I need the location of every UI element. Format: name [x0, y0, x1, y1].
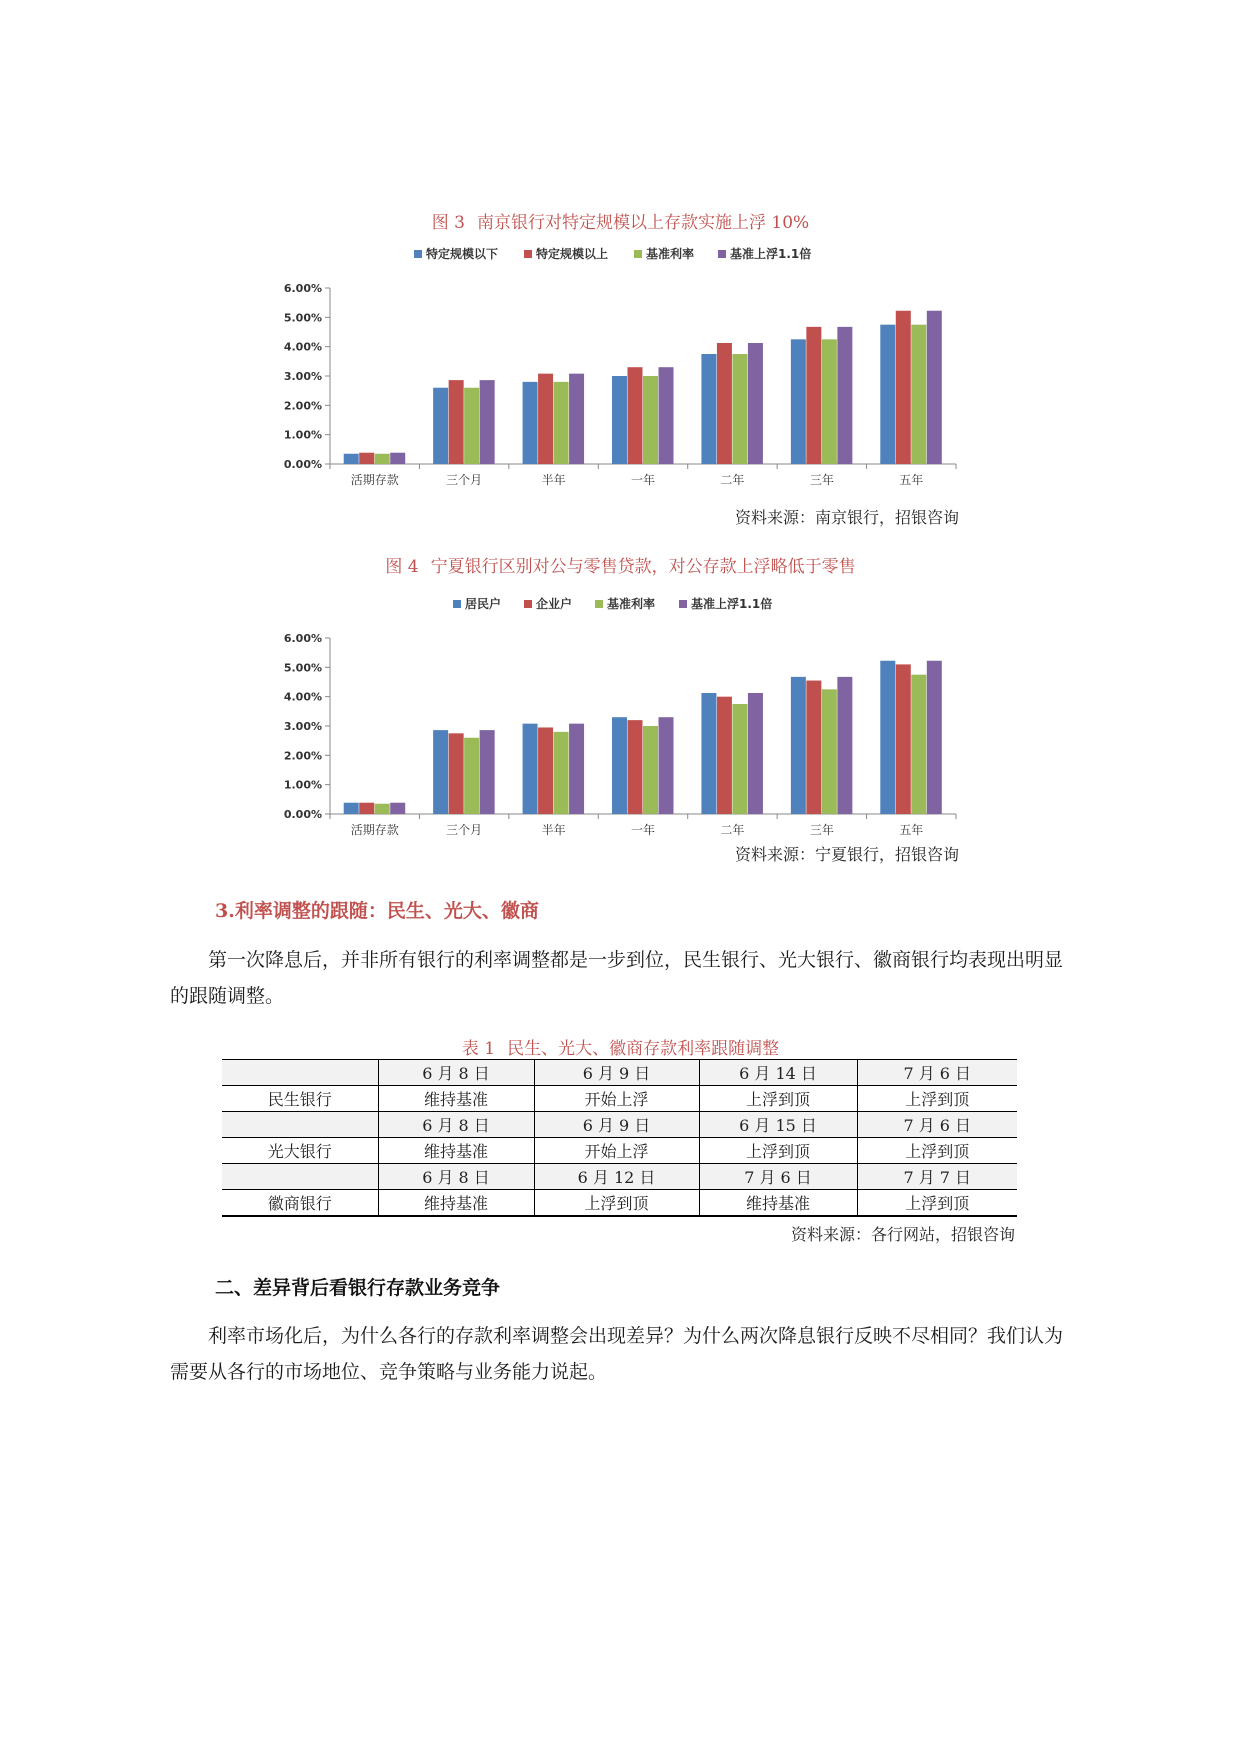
bar-3-1: [480, 730, 495, 814]
bar-0-5: [791, 677, 806, 814]
bar-1-1: [449, 380, 464, 464]
x-tick-label-3: 一年: [630, 823, 656, 837]
x-tick-label-1: 三个月: [446, 823, 483, 837]
table-cell: 开始上浮: [534, 1086, 699, 1112]
table-cell: 6 月 12 日: [534, 1164, 699, 1190]
table-cell: [222, 1060, 378, 1086]
bar-0-1: [433, 730, 448, 814]
bar-1-0: [359, 803, 374, 814]
legend-label-0: 特定规模以下: [426, 247, 499, 261]
bar-3-4: [748, 693, 763, 814]
figure3-source: 资料来源：南京银行，招银咨询: [734, 508, 959, 527]
bar-0-1: [433, 388, 448, 464]
bar-3-0: [390, 803, 405, 814]
bar-1-4: [717, 697, 732, 814]
bar-0-3: [612, 717, 627, 814]
table-cell: [222, 1112, 378, 1138]
x-tick-label-3: 一年: [630, 473, 656, 487]
figure3-chart-svg: [268, 238, 980, 487]
bar-2-0: [375, 804, 390, 814]
bar-3-6: [927, 661, 942, 814]
table-cell: 开始上浮: [534, 1138, 699, 1164]
figure4-title: [0, 552, 1241, 577]
y-tick-label-1: 1.00%: [283, 778, 322, 792]
figure4-chart-svg: [268, 588, 980, 837]
x-tick-label-4: 二年: [720, 823, 745, 837]
bar-1-6: [896, 664, 911, 814]
chart-bars: [344, 661, 942, 814]
y-tick-label-4: 4.00%: [283, 690, 322, 704]
legend-swatch-0: [414, 250, 422, 258]
x-tick-label-5: 三年: [809, 823, 834, 837]
table-cell: 维持基准: [378, 1138, 534, 1164]
x-axis: [330, 464, 956, 487]
x-tick-label-6: 五年: [899, 823, 924, 837]
x-tick-label-2: 半年: [541, 473, 566, 487]
y-tick-label-6: 6.00%: [283, 632, 322, 645]
table-cell: 上浮到顶: [699, 1138, 857, 1164]
bar-1-1: [449, 733, 464, 814]
legend-label-3: 基准上浮1.1倍: [730, 247, 812, 261]
table-cell: 光大银行: [222, 1138, 378, 1164]
bar-0-6: [880, 325, 895, 464]
bar-1-3: [628, 367, 643, 464]
x-tick-label-4: 二年: [720, 473, 745, 487]
bar-2-1: [464, 738, 479, 814]
table-row: [222, 1190, 1017, 1217]
figure4-chart: [268, 588, 980, 837]
table-row: [222, 1086, 1017, 1112]
y-tick-label-2: 2.00%: [283, 749, 322, 763]
table1-title-text: 民生、光大、徽商存款利率跟随调整: [507, 1039, 780, 1059]
y-tick-label-5: 5.00%: [283, 311, 322, 325]
table-row: [222, 1138, 1017, 1164]
bar-1-5: [806, 327, 821, 464]
bar-0-4: [701, 354, 716, 464]
legend-label-2: 基准利率: [646, 247, 695, 261]
chart-legend: [453, 596, 772, 611]
bar-2-5: [822, 339, 837, 464]
table-cell: 7 月 6 日: [857, 1060, 1017, 1086]
table-cell: 6 月 14 日: [699, 1060, 857, 1086]
bar-1-2: [538, 727, 553, 814]
bar-0-2: [523, 724, 538, 814]
bar-0-6: [880, 661, 895, 814]
chart-legend: [414, 246, 811, 261]
y-tick-label-1: 1.00%: [283, 428, 322, 442]
table-row: [222, 1112, 1017, 1138]
bar-3-3: [659, 717, 674, 814]
bar-2-1: [464, 388, 479, 464]
legend-label-3: 基准上浮1.1倍: [691, 597, 773, 611]
table-cell: 7 月 6 日: [699, 1164, 857, 1190]
bar-3-3: [659, 367, 674, 464]
figure3-title-text: 南京银行对特定规模以上存款实施上浮 10%: [477, 213, 810, 233]
bar-2-3: [643, 376, 658, 464]
bar-2-5: [822, 689, 837, 814]
x-tick-label-6: 五年: [899, 473, 924, 487]
table-cell: 维持基准: [699, 1190, 857, 1217]
table-cell: 上浮到顶: [857, 1190, 1017, 1217]
table-cell: 6 月 9 日: [534, 1060, 699, 1086]
bar-3-2: [569, 374, 584, 464]
bar-0-5: [791, 339, 806, 464]
figure4-source: 资料来源：宁夏银行，招银咨询: [734, 845, 959, 864]
bar-0-2: [523, 382, 538, 464]
y-axis: [284, 282, 330, 471]
section2-heading: 二、差异背后看银行存款业务竞争: [215, 1277, 501, 1299]
legend-label-1: 特定规模以上: [536, 247, 609, 261]
bar-2-2: [554, 382, 569, 464]
legend-swatch-1: [524, 250, 532, 258]
bar-2-4: [732, 704, 747, 814]
table1-number: 表 1: [461, 1039, 496, 1059]
table-cell: 6 月 8 日: [378, 1112, 534, 1138]
bar-2-6: [911, 675, 926, 814]
bar-1-5: [806, 681, 821, 814]
y-tick-label-0: 0.00%: [283, 808, 322, 821]
legend-swatch-2: [634, 250, 642, 258]
bar-2-6: [911, 325, 926, 464]
bar-3-6: [927, 311, 942, 464]
chart-bars: [344, 311, 942, 464]
table-row: [222, 1164, 1017, 1190]
y-tick-label-0: 0.00%: [283, 458, 322, 471]
bar-3-5: [837, 327, 852, 464]
table-cell: 民生银行: [222, 1086, 378, 1112]
legend-swatch-0: [453, 600, 461, 608]
table-cell: 6 月 8 日: [378, 1164, 534, 1190]
bar-2-0: [375, 454, 390, 464]
x-tick-label-0: 活期存款: [350, 823, 399, 837]
legend-swatch-3: [679, 600, 687, 608]
legend-label-0: 居民户: [465, 597, 502, 611]
figure4-number: 图 4: [385, 557, 419, 577]
table-cell: 维持基准: [378, 1190, 534, 1217]
bar-3-2: [569, 724, 584, 814]
legend-swatch-3: [718, 250, 726, 258]
legend-label-2: 基准利率: [607, 597, 656, 611]
table1-source: 资料来源：各行网站，招银咨询: [790, 1225, 1015, 1244]
section3-paragraph: 第一次降息后，并非所有银行的利率调整都是一步到位，民生银行、光大银行、徽商银行均表现出明显的跟随调整。: [170, 949, 1064, 1007]
table-cell: 徽商银行: [222, 1190, 378, 1217]
table-cell: 6 月 15 日: [699, 1112, 857, 1138]
table1-title: [0, 1034, 1241, 1059]
y-tick-label-3: 3.00%: [283, 370, 322, 383]
y-tick-label-3: 3.00%: [283, 720, 322, 733]
figure3-title: [0, 208, 1241, 233]
bar-3-4: [748, 343, 763, 464]
bar-0-0: [344, 803, 359, 814]
x-tick-label-2: 半年: [541, 823, 566, 837]
bar-3-1: [480, 380, 495, 464]
bar-3-0: [390, 453, 405, 464]
legend-swatch-1: [524, 600, 532, 608]
x-tick-label-1: 三个月: [446, 473, 483, 487]
table-cell: [222, 1164, 378, 1190]
bar-1-2: [538, 374, 553, 464]
y-tick-label-2: 2.00%: [283, 399, 322, 413]
bar-0-0: [344, 454, 359, 464]
y-tick-label-6: 6.00%: [283, 282, 322, 295]
legend-swatch-2: [595, 600, 603, 608]
table-row: [222, 1060, 1017, 1086]
table-cell: 6 月 8 日: [378, 1060, 534, 1086]
y-axis: [284, 632, 330, 821]
bar-0-4: [701, 693, 716, 814]
figure3-chart: [268, 238, 980, 487]
bar-1-4: [717, 343, 732, 464]
y-tick-label-4: 4.00%: [283, 340, 322, 354]
figure4-title-text: 宁夏银行区别对公与零售贷款，对公存款上浮略低于零售: [430, 557, 856, 577]
legend-label-1: 企业户: [536, 597, 573, 611]
bar-1-0: [359, 453, 374, 464]
bar-2-4: [732, 354, 747, 464]
figure3-number: 图 3: [431, 213, 466, 233]
table-cell: 上浮到顶: [857, 1086, 1017, 1112]
bar-1-6: [896, 311, 911, 464]
bar-1-3: [628, 720, 643, 814]
x-tick-label-0: 活期存款: [350, 473, 399, 487]
table-cell: 7 月 6 日: [857, 1112, 1017, 1138]
table-cell: 上浮到顶: [857, 1138, 1017, 1164]
section3-heading: 3.利率调整的跟随：民生、光大、徽商: [215, 900, 539, 922]
bar-3-5: [837, 677, 852, 814]
section2-paragraph: 利率市场化后，为什么各行的存款利率调整会出现差异？为什么两次降息银行反映不尽相同？我们认为需要从各行的市场地位、竞争策略与业务能力说起。: [170, 1325, 1064, 1383]
table-cell: 6 月 9 日: [534, 1112, 699, 1138]
bar-0-3: [612, 376, 627, 464]
rate-table: [222, 1059, 1017, 1217]
y-tick-label-5: 5.00%: [283, 661, 322, 675]
bar-2-2: [554, 732, 569, 814]
table-cell: 维持基准: [378, 1086, 534, 1112]
x-axis: [330, 814, 956, 837]
table-cell: 上浮到顶: [534, 1190, 699, 1217]
bar-2-3: [643, 726, 658, 814]
x-tick-label-5: 三年: [809, 473, 834, 487]
table-cell: 7 月 7 日: [857, 1164, 1017, 1190]
table-cell: 上浮到顶: [699, 1086, 857, 1112]
